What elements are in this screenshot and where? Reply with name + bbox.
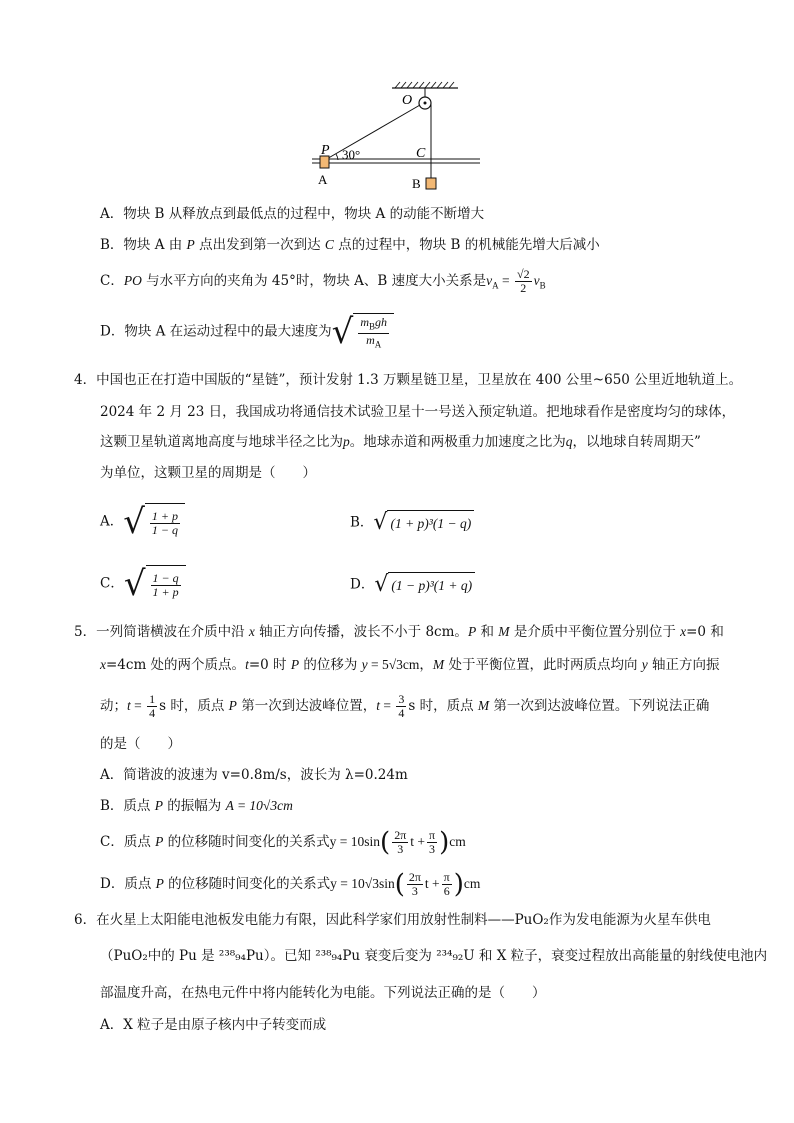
q5-option-d: D．质点 P 的位移随时间变化的关系式y = 10√3sin( $\frac{2\pi}{3}$ t + $\frac{\pi}{6}$ )cm xyxy=(100,869,481,900)
q6-line-2: （PuO₂中的 Pu 是 ²³⁸₉₄Pu）。已知 ²³⁸₉₄Pu 衰变后变为 ²³⁴₉₂U 和 X 粒子，衰变过程放出高能量的射线使电池内 xyxy=(100,948,768,964)
q3-option-a: A．物块 B 从释放点到最低点的过程中，物块 A 的动能不断增大 xyxy=(100,206,485,222)
q3-option-b: B．物块 A 由 P 点出发到第一次到达 C 点的过程中，物块 B 的机械能先增大后减小 xyxy=(100,237,600,253)
q6-option-a: A．X 粒子是由原子核内中子转变而成 xyxy=(100,1017,327,1033)
label-c: C xyxy=(416,146,426,161)
label-p: P xyxy=(321,143,330,158)
q4-line-4: 为单位，这颗卫星的周期是（ ） xyxy=(100,465,316,481)
q4-line-3: 这颗卫星轨道离地高度与地球半径之比为p。地球赤道和两极重力加速度之比为q，以地球自转周期天” xyxy=(100,434,701,450)
q5-option-c: C．质点 P 的位移随时间变化的关系式y = 10sin( $\frac{2\pi}{3}$ t + $\frac{\pi}{3}$ )cm xyxy=(100,827,466,858)
label-a: A xyxy=(318,172,328,187)
label-angle: 30° xyxy=(342,147,361,162)
block-b xyxy=(426,178,436,189)
q6-line-1: 6．在火星上太阳能电池板发电能力有限，因此科学家们用放射性制料——PuO₂作为发电能源为火星车供电 xyxy=(74,912,711,928)
ceiling-hatch xyxy=(395,82,454,88)
q6-line-3: 部温度升高，在热电元件中将内能转化为电能。下列说法正确的是（ ） xyxy=(100,985,546,1001)
q5-line-1: 5．一列简谐横波在介质中沿 x 轴正方向传播，波长不小于 8cm。P 和 M 是介质中平衡位置分别位于 x=0 和 xyxy=(74,624,724,640)
q3-option-c: C．PO 与水平方向的夹角为 45°时，物块 A、B 速度大小关系是$v_A$ = $\frac{√2}{2}$ $v_B$ xyxy=(100,267,546,295)
q5-line-2: x=4cm 处的两个质点。t=0 时 P 的位移为 y = 5√3cm，M 处于平衡位置，此时两质点均向 y 轴正方向振 xyxy=(100,657,720,673)
q4-option-d: D． √ (1 − p)³(1 + q) xyxy=(350,572,475,598)
q4-option-c: C． √ $\frac{1 - q}{1 + p}$ xyxy=(100,565,186,603)
q4-option-b: B． √ (1 + p)³(1 − q) xyxy=(350,510,474,536)
rope-po xyxy=(325,105,420,160)
q4-line-1: 4．中国也正在打造中国版的“星链”，预计发射 1.3 万颗星链卫星，卫星放在 400 公里~650 公里近地轨道上。 xyxy=(74,372,743,388)
q5-line-4: 的是（ ） xyxy=(100,736,181,752)
q3-option-d: D．物块 A 在运动过程中的最大速度为 √ $\frac{m_Bgh}{m_A}$ xyxy=(100,313,394,351)
pulley-figure xyxy=(300,78,490,193)
q4-option-a: A． √ $\frac{1 + p}{1 - q}$ xyxy=(100,503,185,541)
q4-line-2: 2024 年 2 月 23 日，我国成功将通信技术试验卫星十一号送入预定轨道。把地球看作是密度均匀的球体， xyxy=(100,404,736,420)
label-b: B xyxy=(412,176,421,191)
q5-line-3: 动；t = $\frac{1}{4}$ s 时，质点 P 第一次到达波峰位置，t = $\frac{3}{4}$ s 时，质点 M 第一次到达波峰位置。下列说法正确 xyxy=(100,692,710,720)
q5-option-b: B．质点 P 的振幅为 A = 10√3cm xyxy=(100,798,293,814)
label-o: O xyxy=(402,93,413,108)
q5-option-a: A．简谐波的波速为 v=0.8m/s，波长为 λ=0.24m xyxy=(100,767,408,783)
